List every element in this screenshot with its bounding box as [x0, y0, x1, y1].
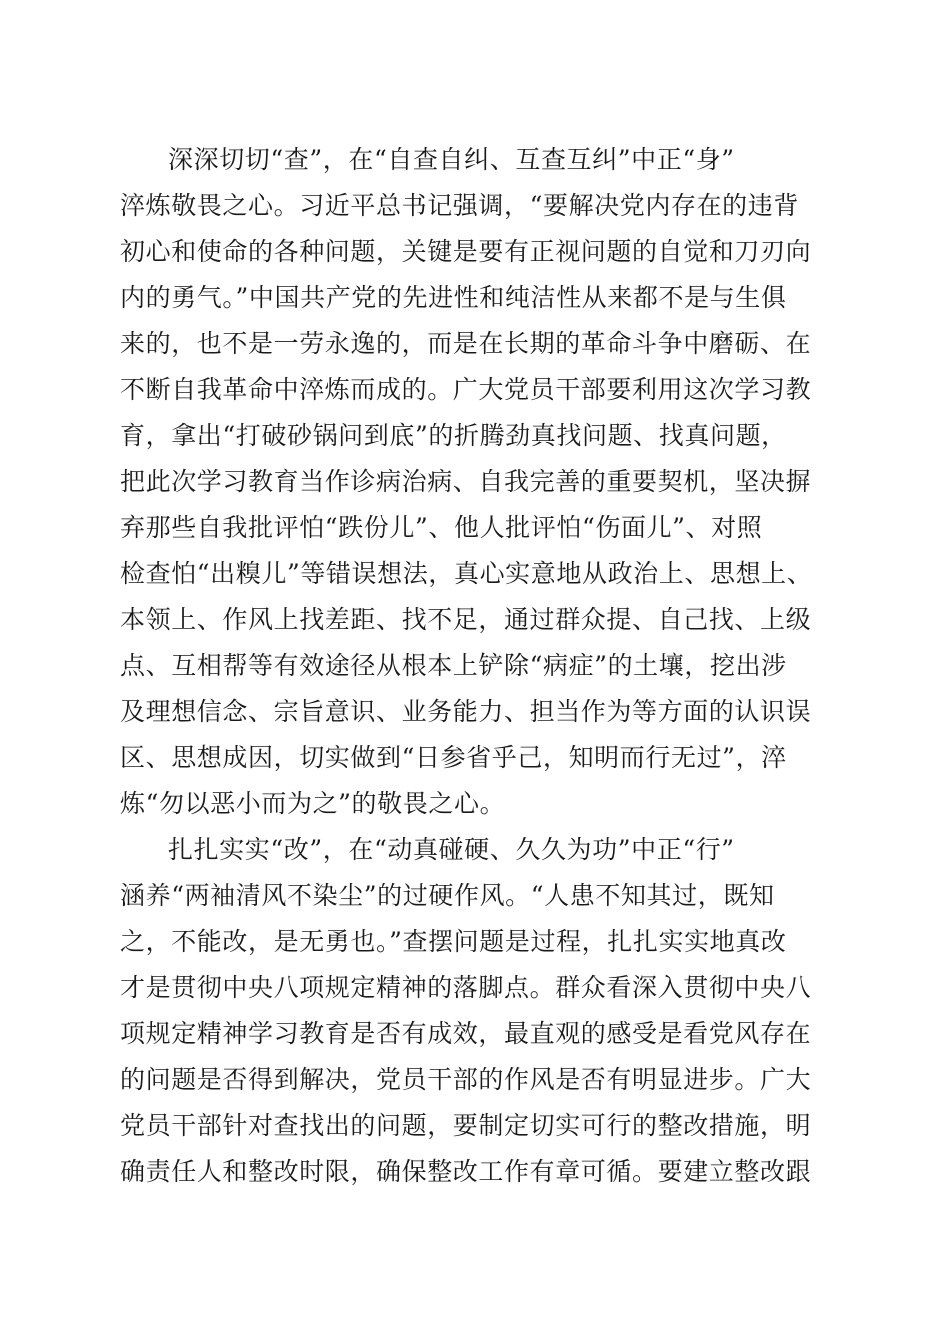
- paragraph-line: 不断自我革命中淬炼而成的。广大党员干部要利用这次学习教: [120, 375, 812, 404]
- paragraph-line: 的问题是否得到解决，党员干部的作风是否有明显进步。广大: [120, 1065, 812, 1094]
- paragraph-line: 点、互相帮等有效途径从根本上铲除“病症”的土壤，挖出涉: [120, 651, 787, 680]
- paragraph-line: 党员干部针对查找出的问题，要制定切实可行的整改措施，明: [120, 1111, 812, 1140]
- paragraph-line: 及理想信念、宗旨意识、业务能力、担当作为等方面的认识误: [120, 697, 812, 726]
- paragraph-line: 之，不能改，是无勇也。”查摆问题是过程，扎扎实实地真改: [120, 927, 787, 956]
- paragraph-line: 把此次学习教育当作诊病治病、自我完善的重要契机，坚决摒: [120, 467, 812, 496]
- paragraph-line: 来的，也不是一劳永逸的，而是在长期的革命斗争中磨砺、在: [120, 329, 812, 358]
- paragraph-line: 涵养“两袖清风不染尘”的过硬作风。“人患不知其过，既知: [120, 881, 775, 910]
- paragraph-line: 扎扎实实“改”，在“动真碰硬、久久为功”中正“行”: [168, 835, 735, 864]
- paragraph-line: 育，拿出“打破砂锅问到底”的折腾劲真找问题、找真问题，: [120, 421, 787, 450]
- paragraph-line: 检查怕“出糗儿”等错误想法，真心实意地从政治上、思想上、: [120, 559, 813, 588]
- paragraph-line: 炼“勿以恶小而为之”的敬畏之心。: [120, 789, 506, 818]
- paragraph-line: 项规定精神学习教育是否有成效，最直观的感受是看党风存在: [120, 1019, 812, 1048]
- paragraph-line: 本领上、作风上找差距、找不足，通过群众提、自己找、上级: [120, 605, 812, 634]
- paragraph-line: 深深切切“查”，在“自查自纠、互查互纠”中正“身”: [168, 145, 735, 174]
- paragraph-line: 内的勇气。”中国共产党的先进性和纯洁性从来都不是与生俱: [120, 283, 787, 312]
- paragraph-line: 区、思想成因，切实做到“日参省乎己，知明而行无过”，淬: [120, 743, 787, 772]
- paragraph-line: 淬炼敬畏之心。习近平总书记强调，“要解决党内存在的违背: [120, 191, 799, 220]
- paragraph-line: 弃那些自我批评怕“跌份儿”、他人批评怕“伤面儿”、对照: [120, 513, 763, 542]
- paragraph-line: 确责任人和整改时限，确保整改工作有章可循。要建立整改跟: [120, 1157, 812, 1186]
- paragraph-line: 初心和使命的各种问题，关键是要有正视问题的自觉和刀刃向: [120, 237, 812, 266]
- paragraph-line: 才是贯彻中央八项规定精神的落脚点。群众看深入贯彻中央八: [120, 973, 812, 1002]
